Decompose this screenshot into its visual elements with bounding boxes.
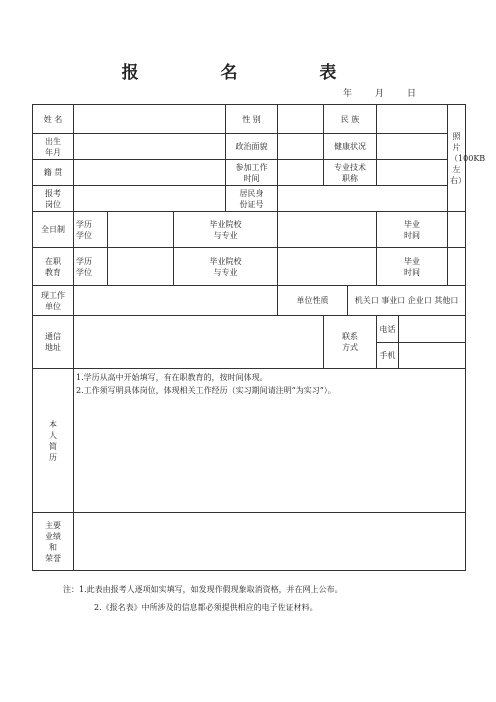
- school2-label: 毕业院校 与专业: [174, 248, 278, 286]
- political-cell[interactable]: [278, 134, 324, 160]
- apply-post-cell[interactable]: [74, 186, 226, 212]
- mobile-cell[interactable]: [399, 343, 466, 369]
- phone-label: 电话: [377, 316, 399, 343]
- health-cell[interactable]: [377, 134, 448, 160]
- resume-label: 本 人 简 历: [33, 369, 74, 513]
- note-2: 2.《报名表》中所涉及的信息都必须提供相应的电子佐证材料。: [94, 603, 318, 612]
- photo-box[interactable]: 照 片 （100KB 左 右）: [448, 105, 466, 212]
- name-label: 姓 名: [33, 105, 74, 134]
- school1-label: 毕业院校 与专业: [174, 212, 278, 248]
- date-month: 月: [375, 89, 385, 99]
- apply-post-label: 报考 岗位: [33, 186, 74, 212]
- school1-cell[interactable]: [278, 212, 377, 248]
- native-label: 籍 贯: [33, 160, 74, 186]
- degree2-cell[interactable]: [108, 248, 174, 286]
- work-start-label: 参加工作 时间: [226, 160, 278, 186]
- title-rank-cell[interactable]: [377, 160, 448, 186]
- achievements-label: 主要 业绩 和 荣誉: [33, 513, 74, 571]
- gender-cell[interactable]: [278, 105, 324, 134]
- date-year: 年: [343, 89, 353, 99]
- degree1-cell[interactable]: [108, 212, 174, 248]
- grad-time1-label: 毕业 时间: [377, 212, 448, 248]
- id-number-label: 居民身 份证号: [226, 186, 278, 212]
- address-cell[interactable]: [74, 316, 324, 369]
- degree1-label: 学历 学位: [74, 212, 108, 248]
- current-unit-label: 现工作 单位: [33, 286, 74, 316]
- registration-form-table: [32, 104, 486, 571]
- grad-time2-label: 毕业 时间: [377, 248, 448, 286]
- current-unit-cell[interactable]: [74, 286, 278, 316]
- school2-cell[interactable]: [278, 248, 377, 286]
- unit-type-label: 单位性质: [278, 286, 348, 316]
- achievements-cell[interactable]: [74, 513, 466, 571]
- title-rank-label: 专业技术 职称: [324, 160, 377, 186]
- birth-label: 出生 年月: [33, 134, 74, 160]
- date-line: [343, 86, 439, 99]
- native-cell[interactable]: [74, 160, 226, 186]
- birth-cell[interactable]: [74, 134, 226, 160]
- ethnicity-cell[interactable]: [377, 105, 448, 134]
- degree2-label: 学历 学位: [74, 248, 108, 286]
- note-1: 注：1.此表由报考人逐项如实填写，如发现作假现象取消资格，并在网上公布。: [63, 585, 343, 594]
- health-label: 健康状况: [324, 134, 377, 160]
- work-start-cell[interactable]: [278, 160, 324, 186]
- resume-cell[interactable]: 1.学历从高中开始填写，有在职教育的，按时间体现。 2.工作须写明具体岗位，体现相关工作经历（实习期间请注明“为实习”）。: [74, 369, 466, 513]
- form-title: 报 名 表: [121, 63, 375, 83]
- id-number-cell[interactable]: [278, 186, 448, 212]
- grad-time2-cell[interactable]: [448, 248, 466, 286]
- name-cell[interactable]: [74, 105, 226, 134]
- ethnicity-label: 民 族: [324, 105, 377, 134]
- unit-type-options[interactable]: 机关口 事业口 企业口 其他口: [348, 286, 466, 316]
- address-label: 通信 地址: [33, 316, 74, 369]
- grad-time1-cell[interactable]: [448, 212, 466, 248]
- inservice-label: 在职 教育: [33, 248, 74, 286]
- date-day: 日: [407, 89, 417, 99]
- fulltime-label: 全日制: [33, 212, 74, 248]
- political-label: 政治面貌: [226, 134, 278, 160]
- mobile-label: 手机: [377, 343, 399, 369]
- phone-cell[interactable]: [399, 316, 466, 343]
- contact-label: 联系 方式: [324, 316, 377, 369]
- gender-label: 性 别: [226, 105, 278, 134]
